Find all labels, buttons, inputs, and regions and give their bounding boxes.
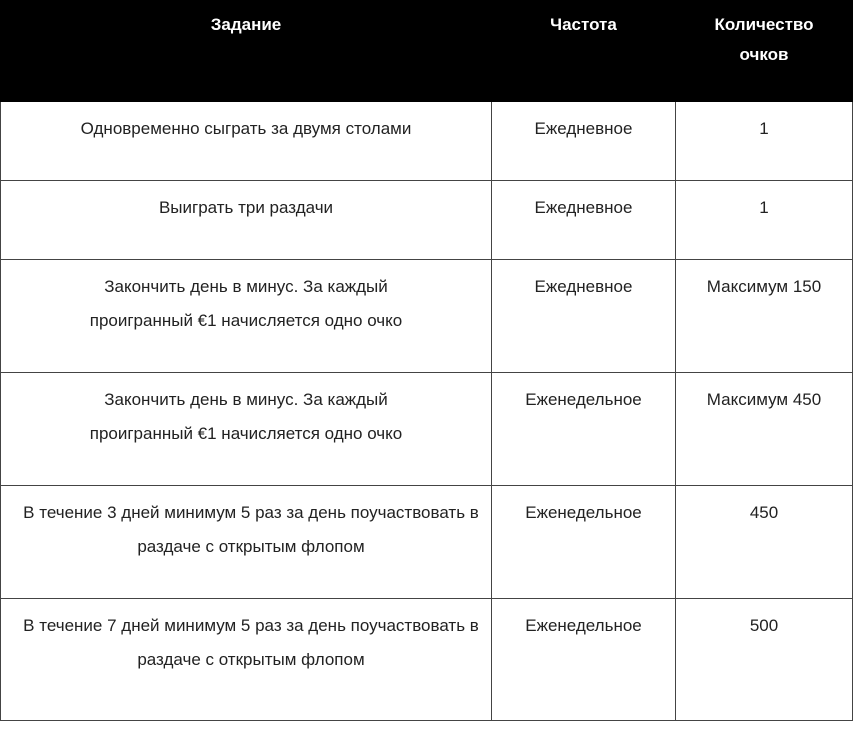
- header-frequency: Частота: [492, 1, 676, 102]
- cell-frequency: Ежедневное: [492, 102, 676, 181]
- cell-task: Выиграть три раздачи: [1, 181, 492, 260]
- table-row: [1, 373, 853, 486]
- header-row: [1, 1, 853, 102]
- table-row: [1, 486, 853, 599]
- table-body: [1, 102, 853, 721]
- header-task: Задание: [1, 1, 492, 102]
- header-points: Количество очков: [676, 1, 853, 102]
- cell-frequency: Ежедневное: [492, 181, 676, 260]
- table-row: [1, 102, 853, 181]
- table-row: [1, 260, 853, 373]
- cell-frequency: Еженедельное: [492, 599, 676, 721]
- cell-frequency: Еженедельное: [492, 373, 676, 486]
- cell-points: 450: [676, 486, 853, 599]
- cell-points: Максимум 450: [676, 373, 853, 486]
- table-header: [1, 1, 853, 102]
- cell-task: В течение 3 дней минимум 5 раз за день поучаствовать в раздаче с открытым флопом: [1, 486, 492, 599]
- cell-frequency: Еженедельное: [492, 486, 676, 599]
- cell-task: В течение 7 дней минимум 5 раз за день поучаствовать в раздаче с открытым флопом: [1, 599, 492, 721]
- cell-task: Закончить день в минус. За каждый проигранный €1 начисляется одно очко: [1, 260, 492, 373]
- cell-points: 500: [676, 599, 853, 721]
- cell-frequency: Ежедневное: [492, 260, 676, 373]
- cell-task: Одновременно сыграть за двумя столами: [1, 102, 492, 181]
- table-row: [1, 181, 853, 260]
- cell-task: Закончить день в минус. За каждый проигранный €1 начисляется одно очко: [1, 373, 492, 486]
- cell-points: Максимум 150: [676, 260, 853, 373]
- cell-points: 1: [676, 181, 853, 260]
- table-row: [1, 599, 853, 721]
- cell-points: 1: [676, 102, 853, 181]
